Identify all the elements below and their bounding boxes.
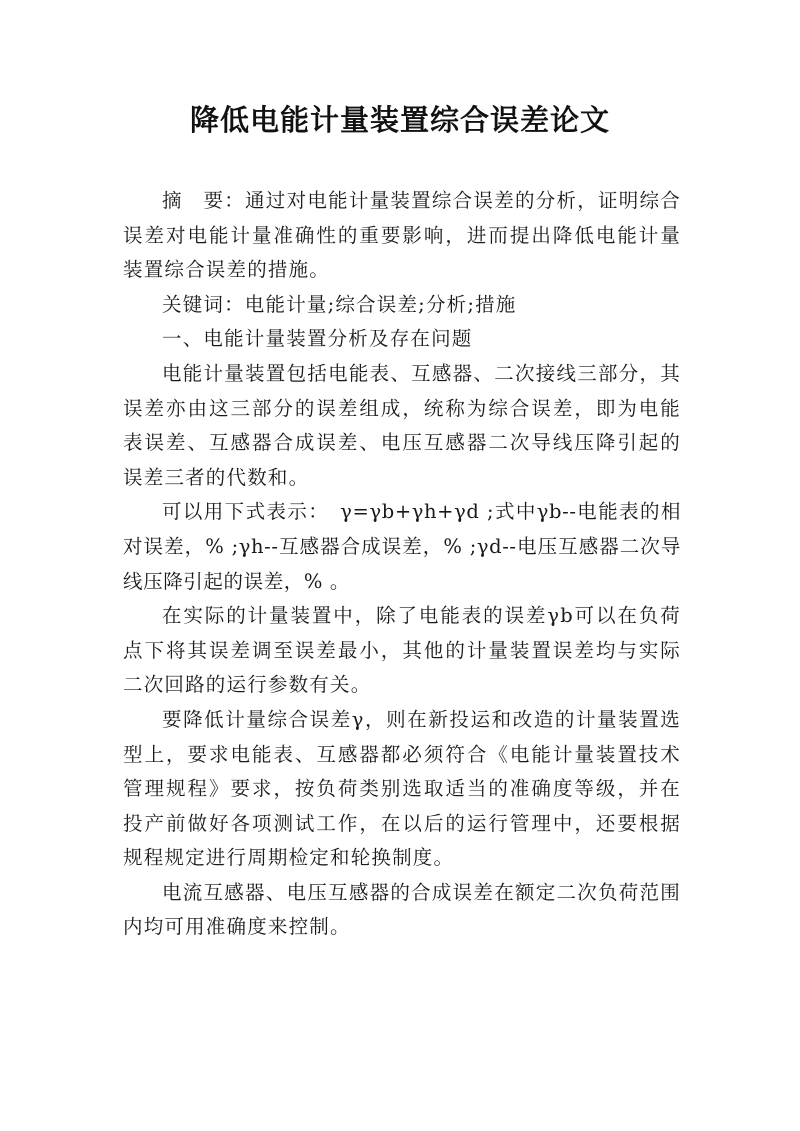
body-paragraph-components: 电能计量装置包括电能表、互感器、二次接线三部分，其误差亦由这三部分的误差组成，统称为综合误差，即为电能表误差、互感器合成误差、电压互感器二次导线压降引起的误差三者的代数和。 <box>123 361 681 489</box>
section-heading: 一、电能计量装置分析及存在问题 <box>162 327 473 351</box>
body-paragraph-requirements: 要降低计量综合误差γ，则在新投运和改造的计量装置选型上，要求电能表、互感器都必须符合《电能计量装置技术管理规程》要求，按负荷类别选取适当的准确度等级，并在投产前做好各项测试工作，在以后的运行管理中，还要根据规程规定进行周期检定和轮换制度。 <box>123 707 681 870</box>
body-paragraph-meter-error: 在实际的计量装置中，除了电能表的误差γb可以在负荷点下将其误差调至误差最小，其他的计量装置误差均与实际二次回路的运行参数有关。 <box>123 604 681 697</box>
document-body <box>123 184 681 945</box>
document-title: 降低电能计量装置综合误差论文 <box>189 103 610 137</box>
abstract-paragraph: 摘 要：通过对电能计量装置综合误差的分析，证明综合误差对电能计量准确性的重要影响，进而提出降低电能计量装置综合误差的措施。 <box>123 189 681 282</box>
body-paragraph-formula: 可以用下式表示： γ=γb+γh+γd ;式中γb--电能表的相对误差，% ;γh--互感器合成误差，% ;γd--电压互感器二次导线压降引起的误差，% 。 <box>123 500 681 593</box>
keywords-paragraph: 关键词：电能计量;综合误差;分析;措施 <box>162 292 517 316</box>
body-paragraph-transformer-error: 电流互感器、电压互感器的合成误差在额定二次负荷范围内均可用准确度来控制。 <box>123 880 681 939</box>
